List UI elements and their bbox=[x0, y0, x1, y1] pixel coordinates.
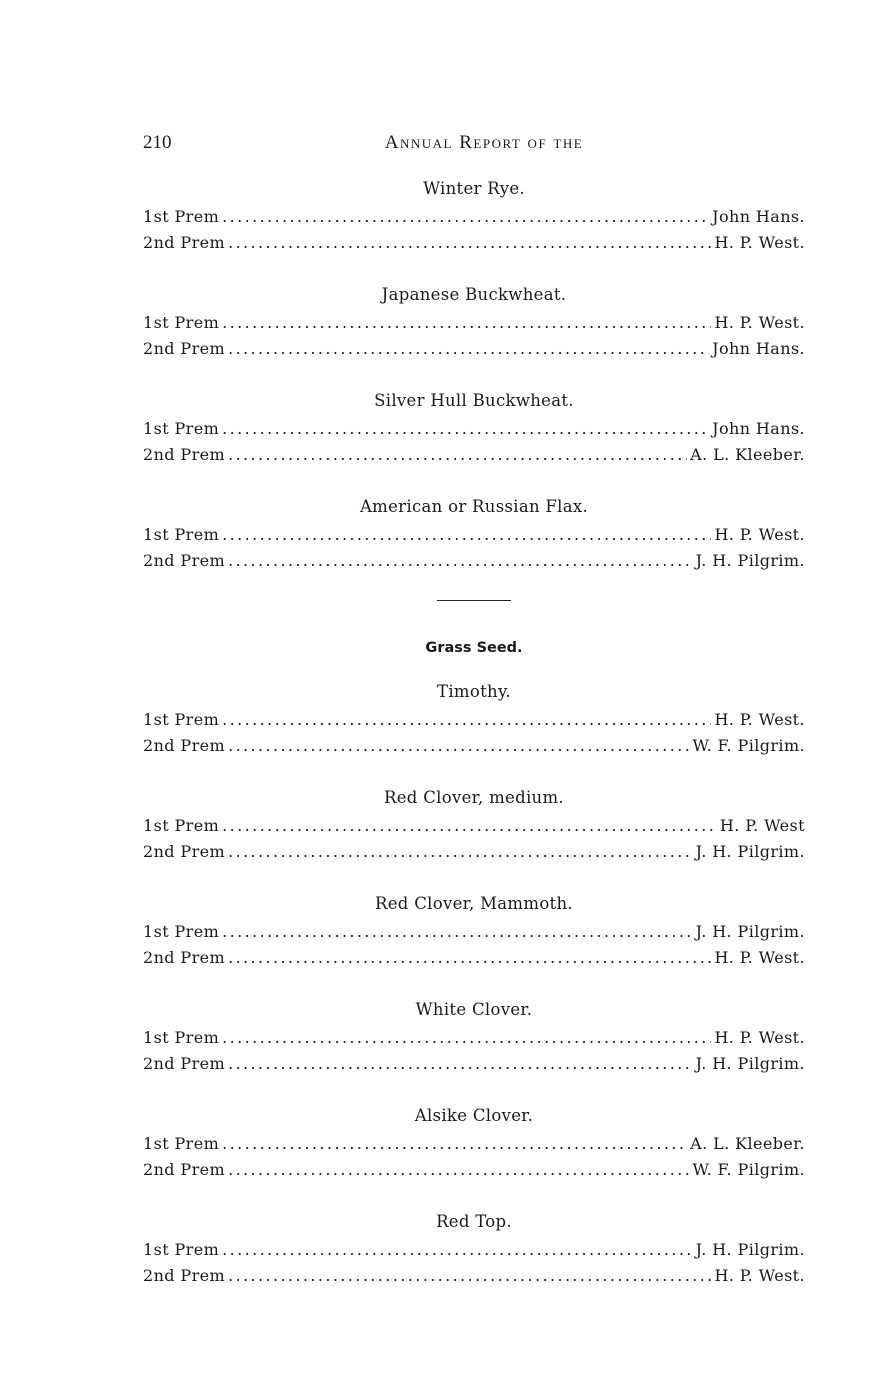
winner-name: J. H. Pilgrim. bbox=[695, 551, 805, 570]
premium-label: 2nd Prem bbox=[143, 736, 226, 755]
premium-entry bbox=[143, 442, 805, 468]
premium-entry bbox=[143, 733, 805, 759]
section-silver-hull-buckwheat bbox=[143, 388, 805, 468]
dot-leader bbox=[222, 204, 709, 230]
dot-leader bbox=[222, 1131, 687, 1157]
winner-name: John Hans. bbox=[712, 419, 805, 438]
winner-name: A. L. Kleeber. bbox=[690, 445, 805, 464]
winner-name: H. P. West. bbox=[714, 948, 805, 967]
premium-entry bbox=[143, 310, 805, 336]
premium-label: 1st Prem bbox=[143, 207, 220, 226]
grass-seed-heading: Grass Seed. bbox=[425, 640, 523, 656]
page-header bbox=[143, 132, 805, 158]
premium-label: 1st Prem bbox=[143, 1028, 220, 1047]
section-title: Winter Rye. bbox=[423, 179, 525, 198]
premium-entry bbox=[143, 1157, 805, 1183]
section-title: Japanese Buckwheat. bbox=[381, 285, 567, 304]
premium-entry bbox=[143, 1237, 805, 1263]
premium-label: 1st Prem bbox=[143, 1134, 220, 1153]
premium-label: 2nd Prem bbox=[143, 948, 226, 967]
dot-leader bbox=[222, 707, 711, 733]
winner-name: H. P. West. bbox=[714, 710, 805, 729]
section-winter-rye bbox=[143, 176, 805, 256]
dot-leader bbox=[222, 919, 692, 945]
winner-name: J. H. Pilgrim. bbox=[695, 1054, 805, 1073]
dot-leader bbox=[222, 1237, 692, 1263]
premium-entry bbox=[143, 813, 805, 839]
premium-entry bbox=[143, 230, 805, 256]
winner-name: H. P. West bbox=[719, 816, 805, 835]
premium-label: 1st Prem bbox=[143, 313, 220, 332]
dot-leader bbox=[228, 1157, 689, 1183]
premium-entry bbox=[143, 919, 805, 945]
premium-entry bbox=[143, 204, 805, 230]
winner-name: H. P. West. bbox=[714, 1266, 805, 1285]
premium-label: 2nd Prem bbox=[143, 339, 226, 358]
section-timothy bbox=[143, 679, 805, 759]
premium-entry bbox=[143, 1131, 805, 1157]
section-red-top bbox=[143, 1209, 805, 1289]
premium-label: 2nd Prem bbox=[143, 445, 226, 464]
winner-name: H. P. West. bbox=[714, 1028, 805, 1047]
premium-list bbox=[143, 176, 805, 1315]
dot-leader bbox=[228, 442, 687, 468]
dot-leader bbox=[222, 813, 717, 839]
premium-label: 2nd Prem bbox=[143, 842, 226, 861]
section-alsike-clover bbox=[143, 1103, 805, 1183]
premium-entry bbox=[143, 1025, 805, 1051]
premium-entry bbox=[143, 945, 805, 971]
premium-label: 2nd Prem bbox=[143, 551, 226, 570]
winner-name: J. H. Pilgrim. bbox=[695, 922, 805, 941]
premium-label: 2nd Prem bbox=[143, 1054, 226, 1073]
premium-label: 2nd Prem bbox=[143, 1160, 226, 1179]
winner-name: John Hans. bbox=[712, 207, 805, 226]
winner-name: J. H. Pilgrim. bbox=[695, 842, 805, 861]
premium-label: 1st Prem bbox=[143, 922, 220, 941]
premium-label: 2nd Prem bbox=[143, 1266, 226, 1285]
dot-leader bbox=[222, 310, 711, 336]
premium-entry bbox=[143, 1051, 805, 1077]
dot-leader bbox=[228, 733, 689, 759]
dot-leader bbox=[228, 1263, 711, 1289]
premium-label: 1st Prem bbox=[143, 710, 220, 729]
section-title: Red Top. bbox=[436, 1212, 512, 1231]
premium-entry bbox=[143, 707, 805, 733]
section-red-clover-medium bbox=[143, 785, 805, 865]
winner-name: W. F. Pilgrim. bbox=[692, 736, 805, 755]
dot-leader bbox=[228, 548, 693, 574]
section-title: White Clover. bbox=[415, 1000, 533, 1019]
section-title: Timothy. bbox=[437, 682, 511, 701]
winner-name: H. P. West. bbox=[714, 233, 805, 252]
section-red-clover-mammoth bbox=[143, 891, 805, 971]
section-title: Alsike Clover. bbox=[414, 1106, 534, 1125]
premium-label: 1st Prem bbox=[143, 419, 220, 438]
section-american-or-russian-flax bbox=[143, 494, 805, 574]
premium-entry bbox=[143, 336, 805, 362]
section-title: Red Clover, Mammoth. bbox=[375, 894, 573, 913]
premium-label: 1st Prem bbox=[143, 525, 220, 544]
section-divider-rule bbox=[437, 600, 511, 601]
winner-name: H. P. West. bbox=[714, 313, 805, 332]
dot-leader bbox=[228, 839, 693, 865]
dot-leader bbox=[228, 336, 709, 362]
page-number: 210 bbox=[143, 132, 172, 153]
field-crops-sections bbox=[143, 176, 805, 574]
winner-name: J. H. Pilgrim. bbox=[695, 1240, 805, 1259]
section-white-clover bbox=[143, 997, 805, 1077]
grass-seed-sections bbox=[143, 679, 805, 1289]
section-title: Red Clover, medium. bbox=[384, 788, 564, 807]
premium-entry bbox=[143, 839, 805, 865]
dot-leader bbox=[222, 522, 711, 548]
dot-leader bbox=[228, 1051, 693, 1077]
premium-label: 1st Prem bbox=[143, 816, 220, 835]
winner-name: H. P. West. bbox=[714, 525, 805, 544]
section-japanese-buckwheat bbox=[143, 282, 805, 362]
dot-leader bbox=[222, 416, 709, 442]
section-title: American or Russian Flax. bbox=[359, 497, 589, 516]
premium-label: 1st Prem bbox=[143, 1240, 220, 1259]
section-title: Silver Hull Buckwheat. bbox=[374, 391, 574, 410]
dot-leader bbox=[228, 945, 711, 971]
dot-leader bbox=[222, 1025, 711, 1051]
winner-name: A. L. Kleeber. bbox=[690, 1134, 805, 1153]
premium-entry bbox=[143, 1263, 805, 1289]
winner-name: John Hans. bbox=[712, 339, 805, 358]
premium-label: 2nd Prem bbox=[143, 233, 226, 252]
premium-entry bbox=[143, 416, 805, 442]
running-head: Annual Report of the bbox=[384, 132, 584, 153]
premium-entry bbox=[143, 548, 805, 574]
winner-name: W. F. Pilgrim. bbox=[692, 1160, 805, 1179]
premium-entry bbox=[143, 522, 805, 548]
dot-leader bbox=[228, 230, 711, 256]
